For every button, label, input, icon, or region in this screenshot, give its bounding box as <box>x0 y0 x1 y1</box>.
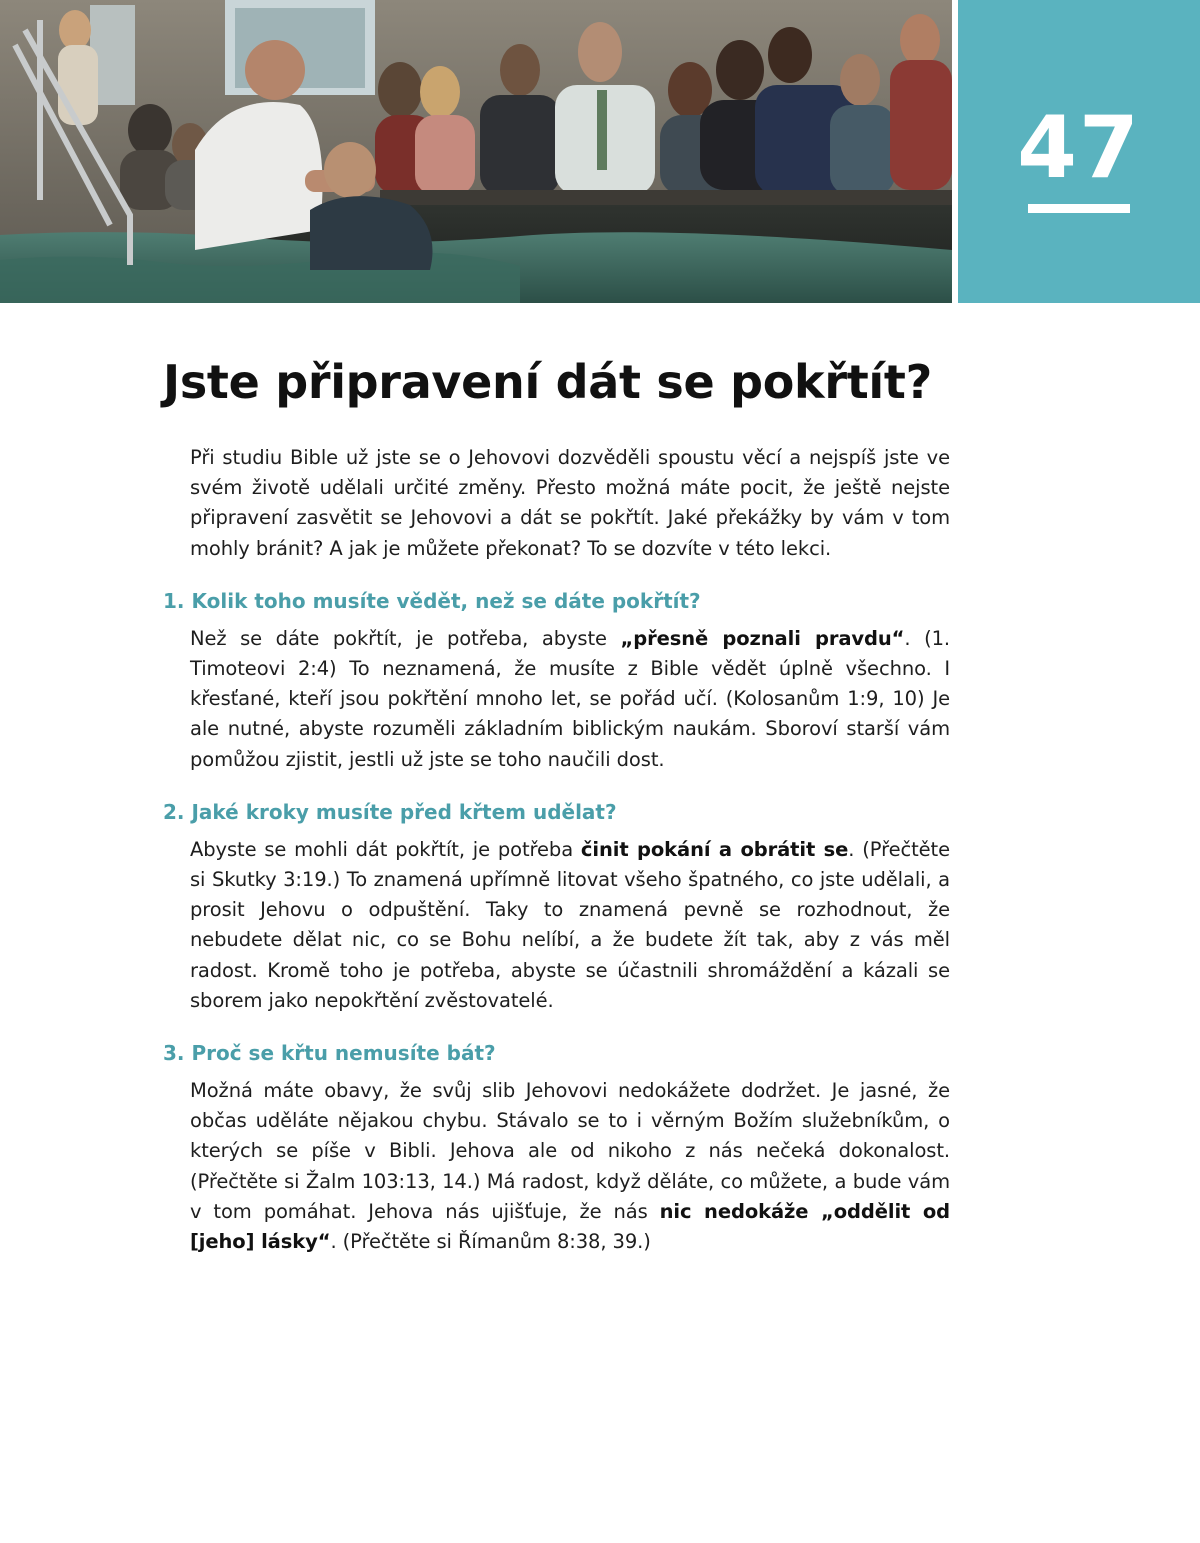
answer-3-text-b: . (Přečtěte si Římanům 8:38, 39.) <box>330 1230 651 1254</box>
section-1 <box>163 586 950 775</box>
question-heading-1: 1. Kolik toho musíte vědět, než se dáte pokřtít? <box>163 588 701 613</box>
page-title: Jste připravení dát se pokřtít? <box>163 355 932 409</box>
lesson-number: 47 <box>1017 98 1141 198</box>
question-heading-2: 2. Jaké kroky musíte před křtem udělat? <box>163 799 617 824</box>
answer-2-text-a: Abyste se mohli dát pokřtít, je potřeba <box>190 837 581 861</box>
baptism-photo <box>0 0 952 303</box>
answer-paragraph-3 <box>190 1076 950 1257</box>
answer-paragraph-2 <box>190 835 950 1016</box>
answer-1-text-b: . (1. Timoteovi 2:4) To neznamená, že musíte z Bible vědět úplně všechno. I křesťané, kteří jsou pokřtění mnoho let, se pořád učí. (Kolosanům 1:9, 10) Je ale nutné, abyste rozuměli základním biblickým naukám. Sboroví starší vám pomůžou zjistit, jestli už jste se toho naučili dost. <box>190 626 951 771</box>
section-3 <box>163 1038 950 1257</box>
answer-3-text-a: Možná máte obavy, že svůj slib Jehovovi nedokážete dodržet. Je jasné, že občas uděláte nějakou chybu. Stávalo se to i věrným Božím služebníkům, o kterých se píše v Bibli. Jehova ale od nikoho z nás nečeká dokonalost. (Přečtěte si Žalm 103:13, 14.) Má radost, když děláte, co můžete, a bude vám v tom pomáhat. Jehova nás ujišťuje, že nás <box>190 1079 950 1223</box>
answer-1-bold: „přesně poznali pravdu“ <box>620 626 905 650</box>
answer-2-text-b: . (Přečtěte si Skutky 3:19.) To znamená upřímně litovat všeho špatného, co jste udělali, a prosit Jehovu o odpuštění. Taky to znamená pevně se rozhodnout, že nebudete dělat nic, co se Bohu nelíbí, a že budete žít tak, aby z vás měl radost. Kromě toho je potřeba, abyste se účastnili shromáždění a kázali se sborem jako nepokřtění zvěstovatelé. <box>190 837 950 1012</box>
lesson-content <box>163 443 950 1279</box>
section-2 <box>163 797 950 1016</box>
answer-3-bold: nic nedokáže „oddělit od [jeho] lásky“ <box>190 1199 950 1254</box>
answer-2-bold: činit pokání a obrátit se <box>580 837 849 861</box>
answer-paragraph-1 <box>190 624 950 775</box>
question-heading-3: 3. Proč se křtu nemusíte bát? <box>163 1041 496 1066</box>
baptism-photo-illustration <box>0 0 952 303</box>
lesson-number-underline <box>1028 204 1130 213</box>
lesson-number-tab <box>958 0 1200 303</box>
answer-1-text-a: Než se dáte pokřtít, je potřeba, abyste <box>190 626 621 650</box>
intro-paragraph: Při studiu Bible už jste se o Jehovovi dozvěděli spoustu věcí a nejspíš jste ve svém životě udělali určité změny. Přesto možná máte pocit, že ještě nejste připravení zasvětit se Jehovovi a dát se pokřtít. Jaké překážky by vám v tom mohly bránit? A jak je můžete překonat? To se dozvíte v této lekci. <box>190 446 950 560</box>
